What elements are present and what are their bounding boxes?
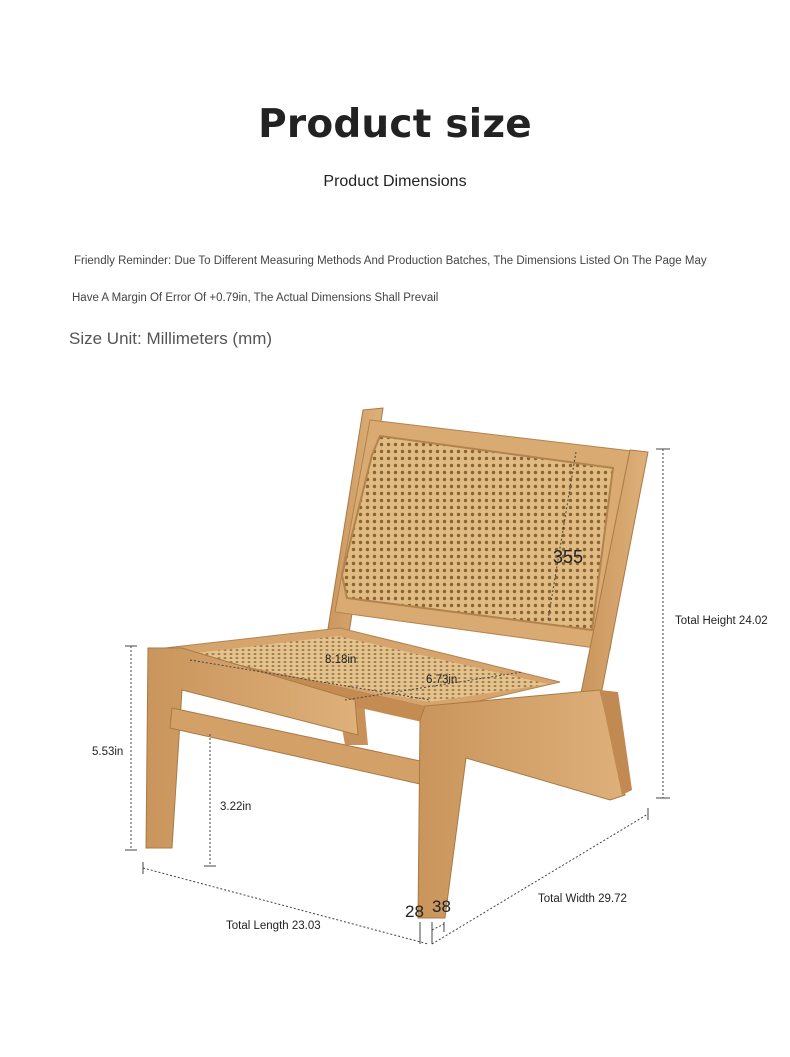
backrest-label: 355: [553, 547, 584, 567]
reminder-line-1: Friendly Reminder: Due To Different Measuring Methods And Production Batches, The Dimensions Listed On The Page May: [74, 255, 707, 267]
total-width-label: Total Width 29.72: [538, 893, 627, 905]
seat-height-label: 5.53in: [92, 746, 124, 758]
right-side-frame: [418, 690, 625, 918]
total-height-label: Total Height 24.02: [675, 615, 768, 627]
leg-a-label: 28: [405, 902, 424, 921]
total-length-label: Total Length 23.03: [226, 920, 321, 932]
backrest-cane: [342, 436, 613, 630]
seat-width-label: 6.73in: [426, 674, 458, 686]
page-subtitle: Product Dimensions: [323, 173, 467, 190]
stretcher-height-label: 3.22in: [220, 801, 252, 813]
seat-depth-label: 8.18in: [325, 654, 357, 666]
page-title: Product size: [258, 102, 532, 147]
leg-b-label: 38: [432, 897, 451, 916]
reminder-line-2: Have A Margin Of Error Of +0.79in, The Actual Dimensions Shall Prevail: [72, 292, 439, 304]
size-unit-label: Size Unit: Millimeters (mm): [69, 329, 273, 348]
chair-illustration: [146, 408, 648, 918]
